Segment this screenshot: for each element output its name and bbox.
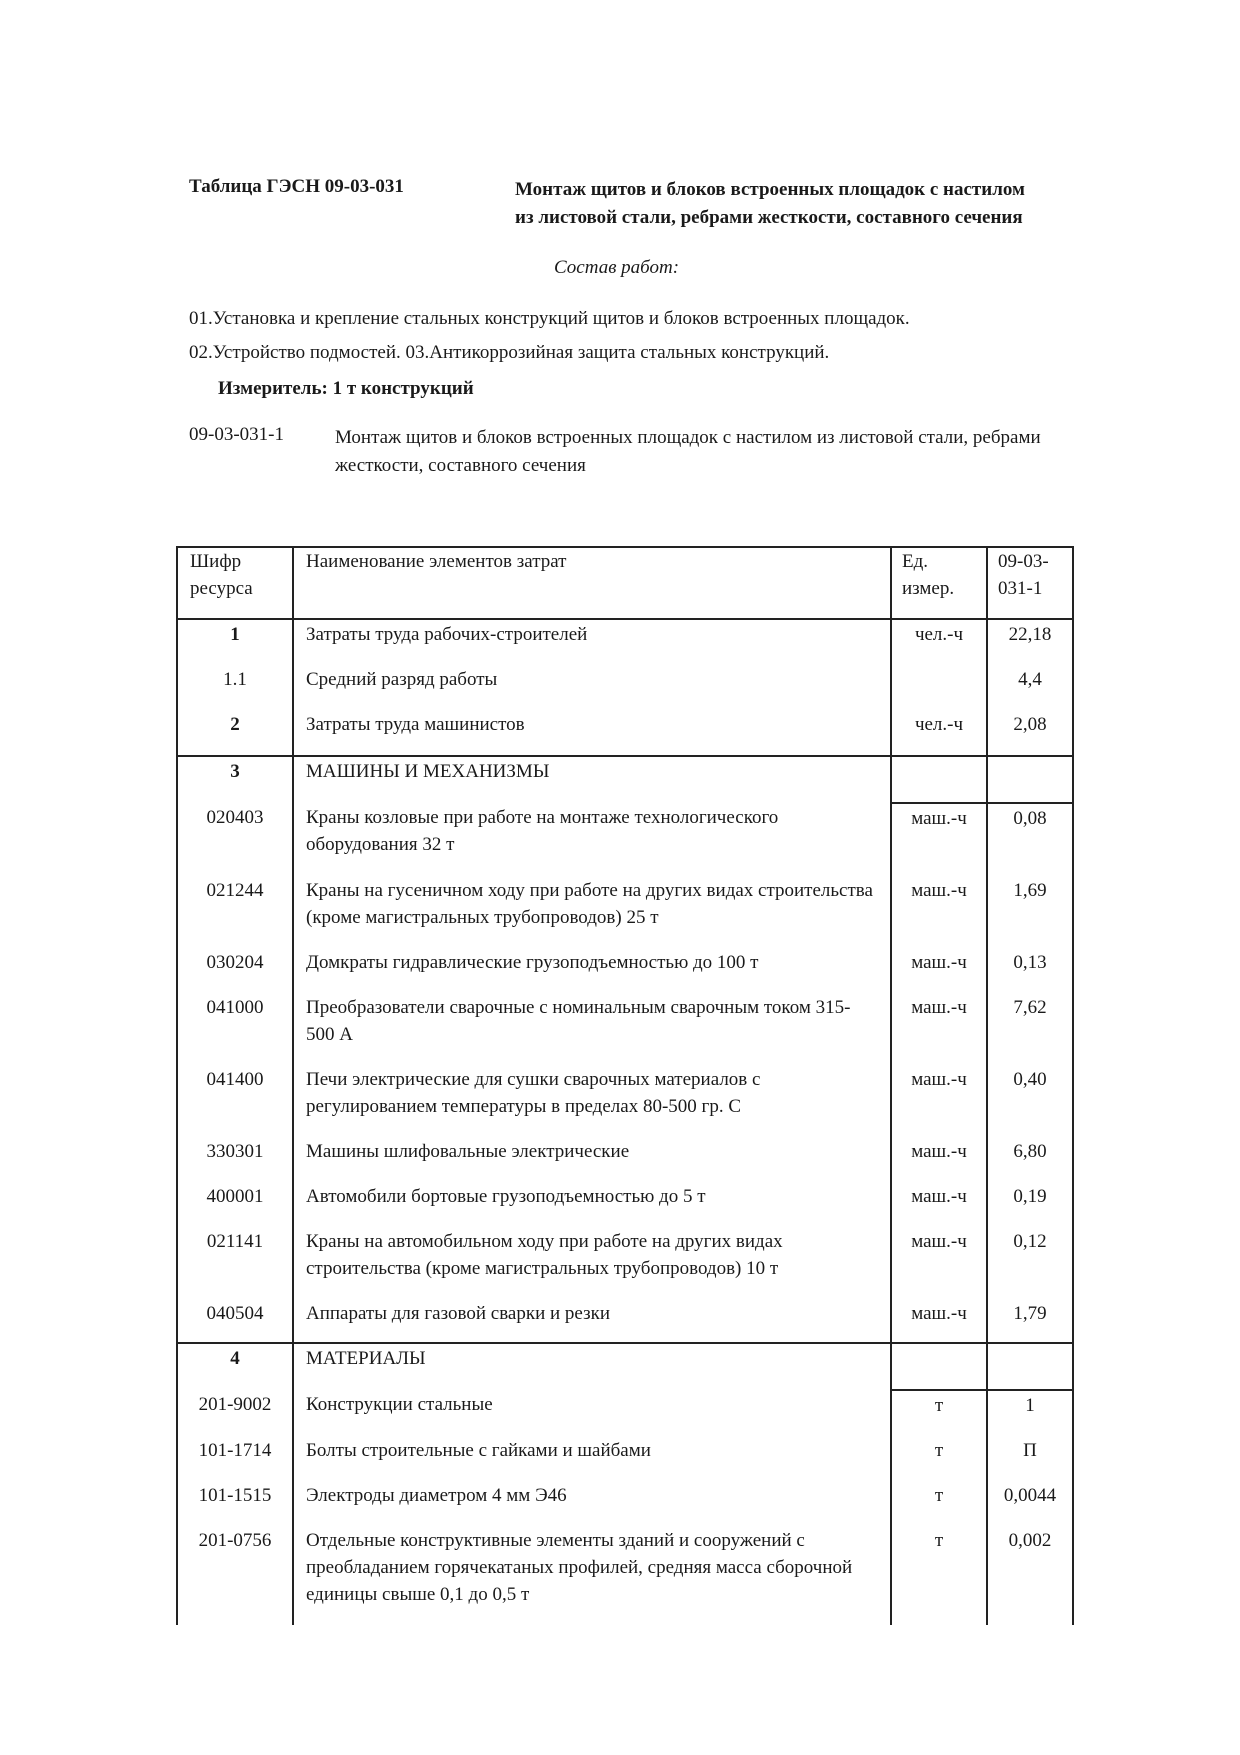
table-row <box>177 803 1073 876</box>
table-row <box>177 665 1073 710</box>
cell-name: Затраты труда машинистов <box>293 710 891 756</box>
table-header-row <box>177 547 1073 619</box>
norm-code: 09-03-031-1 <box>189 424 284 445</box>
cell-unit: маш.-ч <box>891 1227 987 1299</box>
cell-name: Печи электрические для сушки сварочных материалов с регулированием температуры в пределах 80-500 гр. С <box>293 1065 891 1137</box>
cell-shifr: 041400 <box>177 1065 293 1137</box>
cell-value: 0,13 <box>987 948 1073 993</box>
cell-unit: маш.-ч <box>891 1299 987 1343</box>
header-unit: Ед. измер. <box>891 547 987 619</box>
cell-unit: маш.-ч <box>891 803 987 876</box>
cell-name: МАШИНЫ И МЕХАНИЗМЫ <box>293 756 891 803</box>
cell-name: Краны на автомобильном ходу при работе на других видах строительства (кроме магистральных трубопроводов) 10 т <box>293 1227 891 1299</box>
cell-value: 2,08 <box>987 710 1073 756</box>
resources-table <box>176 546 1074 1625</box>
table-row <box>177 1299 1073 1343</box>
table-row <box>177 710 1073 756</box>
cell-value: 0,08 <box>987 803 1073 876</box>
cell-name: Преобразователи сварочные с номинальным сварочным током 315-500 А <box>293 993 891 1065</box>
header-shifr: Шифр ресурса <box>177 547 293 619</box>
table-row <box>177 756 1073 803</box>
cell-unit: чел.-ч <box>891 710 987 756</box>
cell-value <box>987 1343 1073 1390</box>
cell-unit: маш.-ч <box>891 948 987 993</box>
cell-value: 0,12 <box>987 1227 1073 1299</box>
cell-shifr: 1.1 <box>177 665 293 710</box>
cell-name: Машины шлифовальные электрические <box>293 1137 891 1182</box>
cell-value <box>987 756 1073 803</box>
table-row <box>177 1182 1073 1227</box>
cell-name: Отдельные конструктивные элементы зданий и сооружений с преобладанием горячекатаных профилей, средняя масса сборочной единицы свыше 0,1 до 0,5 т <box>293 1526 891 1625</box>
cell-name: МАТЕРИАЛЫ <box>293 1343 891 1390</box>
cell-value: 6,80 <box>987 1137 1073 1182</box>
table-row <box>177 1436 1073 1481</box>
cell-unit: т <box>891 1481 987 1526</box>
cell-unit <box>891 665 987 710</box>
cell-value: 0,002 <box>987 1526 1073 1625</box>
cell-unit: т <box>891 1390 987 1436</box>
cell-value: 0,0044 <box>987 1481 1073 1526</box>
cell-shifr: 041000 <box>177 993 293 1065</box>
cell-shifr: 201-0756 <box>177 1526 293 1625</box>
table-row <box>177 993 1073 1065</box>
cell-name: Краны на гусеничном ходу при работе на других видах строительства (кроме магистральных трубопроводов) 25 т <box>293 876 891 948</box>
cell-shifr: 020403 <box>177 803 293 876</box>
table-row <box>177 1137 1073 1182</box>
cell-name: Домкраты гидравлические грузоподъемностью до 100 т <box>293 948 891 993</box>
cell-value: П <box>987 1436 1073 1481</box>
cell-shifr: 101-1714 <box>177 1436 293 1481</box>
table-row <box>177 1390 1073 1436</box>
cell-name: Аппараты для газовой сварки и резки <box>293 1299 891 1343</box>
cell-value: 1,69 <box>987 876 1073 948</box>
cell-shifr: 3 <box>177 756 293 803</box>
cell-unit: маш.-ч <box>891 1137 987 1182</box>
cell-unit: маш.-ч <box>891 1065 987 1137</box>
cell-name: Конструкции стальные <box>293 1390 891 1436</box>
table-row <box>177 1227 1073 1299</box>
table-row <box>177 948 1073 993</box>
cell-shifr: 400001 <box>177 1182 293 1227</box>
cell-value: 4,4 <box>987 665 1073 710</box>
table-row <box>177 1065 1073 1137</box>
cell-shifr: 4 <box>177 1343 293 1390</box>
cell-unit: маш.-ч <box>891 993 987 1065</box>
header-name: Наименование элементов затрат <box>293 547 891 619</box>
cell-unit: маш.-ч <box>891 876 987 948</box>
table-body <box>177 619 1073 1625</box>
cell-unit: т <box>891 1526 987 1625</box>
cell-unit <box>891 756 987 803</box>
table-row <box>177 1343 1073 1390</box>
table-row <box>177 1526 1073 1625</box>
works-list <box>189 302 1089 370</box>
works-line: 02.Устройство подмостей. 03.Антикоррозийная защита стальных конструкций. <box>189 342 830 363</box>
cell-shifr: 030204 <box>177 948 293 993</box>
cell-unit <box>891 1343 987 1390</box>
cell-name: Краны козловые при работе на монтаже технологического оборудования 32 т <box>293 803 891 876</box>
cell-value: 1,79 <box>987 1299 1073 1343</box>
table-row <box>177 876 1073 948</box>
measure-unit: Измеритель: 1 т конструкций <box>218 378 474 399</box>
cell-value: 0,40 <box>987 1065 1073 1137</box>
cell-value: 1 <box>987 1390 1073 1436</box>
cell-shifr: 201-9002 <box>177 1390 293 1436</box>
cell-shifr: 021141 <box>177 1227 293 1299</box>
table-row <box>177 619 1073 665</box>
cell-name: Затраты труда рабочих-строителей <box>293 619 891 665</box>
cell-shifr: 040504 <box>177 1299 293 1343</box>
table-row <box>177 1481 1073 1526</box>
cell-unit: маш.-ч <box>891 1182 987 1227</box>
norm-name: Монтаж щитов и блоков встроенных площадок с настилом из листовой стали, ребрами жесткости, составного сечения <box>335 427 1041 476</box>
cell-name: Электроды диаметром 4 мм Э46 <box>293 1481 891 1526</box>
cell-shifr: 2 <box>177 710 293 756</box>
table-title: Монтаж щитов и блоков встроенных площадок с настилом из листовой стали, ребрами жесткости, составного сечения <box>515 179 1025 228</box>
cell-value: 0,19 <box>987 1182 1073 1227</box>
cell-value: 22,18 <box>987 619 1073 665</box>
cell-unit: т <box>891 1436 987 1481</box>
cell-value: 7,62 <box>987 993 1073 1065</box>
cell-shifr: 021244 <box>177 876 293 948</box>
cell-shifr: 1 <box>177 619 293 665</box>
cell-unit: чел.-ч <box>891 619 987 665</box>
cell-shifr: 330301 <box>177 1137 293 1182</box>
works-line: 01.Установка и крепление стальных конструкций щитов и блоков встроенных площадок. <box>189 308 910 329</box>
cell-name: Автомобили бортовые грузоподъемностью до 5 т <box>293 1182 891 1227</box>
header-value: 09-03-031-1 <box>987 547 1073 619</box>
cell-name: Средний разряд работы <box>293 665 891 710</box>
works-heading: Состав работ: <box>554 257 680 278</box>
cell-name: Болты строительные с гайками и шайбами <box>293 1436 891 1481</box>
table-label: Таблица ГЭСН 09-03-031 <box>189 176 404 197</box>
cell-shifr: 101-1515 <box>177 1481 293 1526</box>
